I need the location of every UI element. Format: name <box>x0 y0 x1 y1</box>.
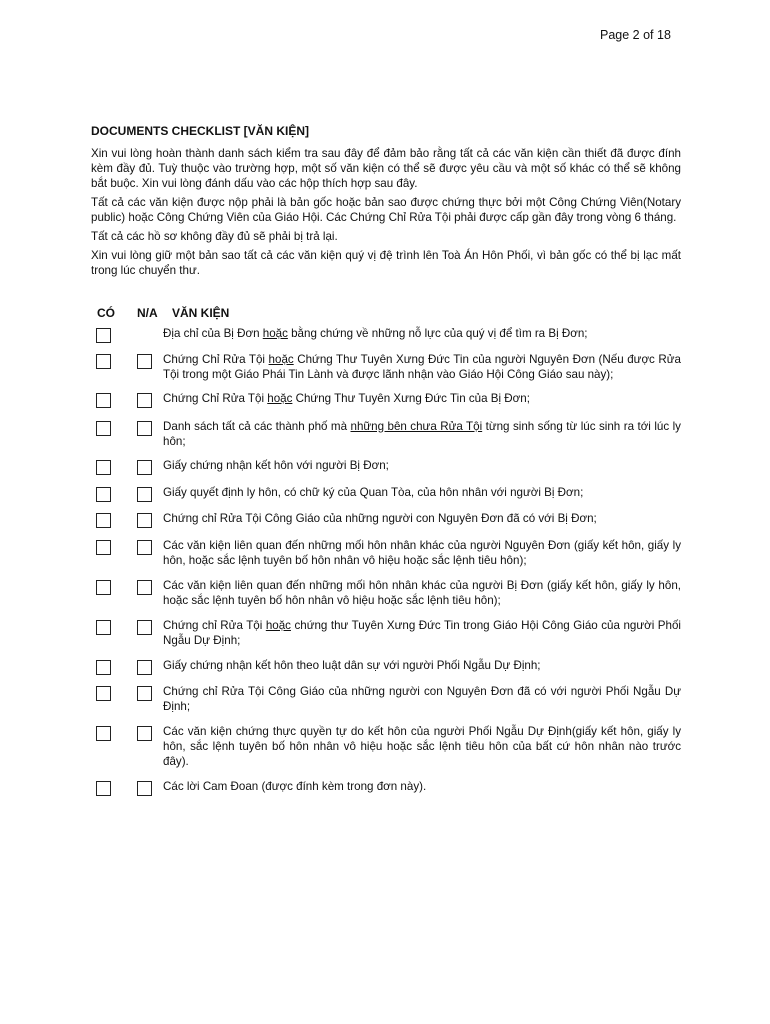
checklist-item <box>91 538 681 568</box>
item-text-part: Chứng Chỉ Rửa Tội <box>163 392 268 405</box>
checklist-item <box>91 458 681 475</box>
co-checkbox[interactable] <box>96 354 111 369</box>
co-checkbox[interactable] <box>96 580 111 595</box>
checklist-item-text <box>163 684 681 714</box>
checklist-header <box>91 306 681 322</box>
checklist-item <box>91 485 681 502</box>
item-text-part: từng sinh sống từ lúc sinh ra tới lúc ly hôn; <box>163 419 681 448</box>
checklist-item <box>91 511 681 528</box>
item-underlined-text: hoặc <box>267 392 293 405</box>
item-text-part: Chứng Chỉ Rửa Tội <box>163 353 269 366</box>
checklist-item-text <box>163 618 681 648</box>
checklist-item-text <box>163 511 681 526</box>
checklist-item <box>91 352 681 382</box>
item-text-part: Địa chỉ của Bị Đơn <box>163 327 263 340</box>
item-text-part: Chứng chỉ Rửa Tội <box>163 618 266 632</box>
checklist-item <box>91 419 681 449</box>
checklist-item <box>91 779 681 796</box>
co-checkbox[interactable] <box>96 460 111 475</box>
co-checkbox[interactable] <box>96 660 111 675</box>
na-checkbox[interactable] <box>137 421 152 436</box>
checklist-item-text <box>163 352 681 382</box>
checklist-item-text <box>163 724 681 769</box>
checklist-item <box>91 578 681 608</box>
intro-paragraph-4: Xin vui lòng giữ một bản sao tất cả các văn kiện quý vị đệ trình lên Toà Án Hôn Phối, vì bản gốc có thể bị lạc mất trong lúc chuyển thư. <box>91 249 681 277</box>
item-text-part: bằng chứng về những nỗ lực của quý vị để tìm ra Bị Đơn; <box>287 327 588 340</box>
item-text-part: Các lời Cam Đoan (được đính kèm trong đơn này). <box>163 779 427 793</box>
checklist-item <box>91 391 681 408</box>
document-title: DOCUMENTS CHECKLIST [VĂN KIỆN] <box>91 124 309 138</box>
checklist-item <box>91 618 681 648</box>
na-checkbox[interactable] <box>137 686 152 701</box>
item-underlined-text: những bên chưa Rửa Tội <box>350 419 483 433</box>
checklist-item <box>91 724 681 769</box>
co-checkbox[interactable] <box>96 686 111 701</box>
item-text-part: Chứng chỉ Rửa Tội Công Giáo của những người con Nguyên Đơn đã có với người Phối Ngẫu Dự Định; <box>163 685 681 713</box>
checklist-item <box>91 684 681 714</box>
item-text-part: Giấy quyết định ly hôn, có chữ ký của Quan Tòa, của hôn nhân với người Bị Đơn; <box>163 485 584 499</box>
checklist-item-text <box>163 485 681 500</box>
checklist-item-text <box>163 391 681 406</box>
co-checkbox[interactable] <box>96 487 111 502</box>
checklist-item-text <box>163 658 681 673</box>
na-checkbox[interactable] <box>137 620 152 635</box>
co-checkbox[interactable] <box>96 781 111 796</box>
na-checkbox[interactable] <box>137 354 152 369</box>
item-text-part: Các văn kiện liên quan đến những mối hôn nhân khác của người Nguyên Đơn (giấy kết hôn, giấy ly hôn, hoặc sắc lệnh tuyên bố hôn nhân vô hiệu hoặc sắc lệnh tiêu hôn); <box>163 538 681 567</box>
item-text-part: Chứng Thư Tuyên Xưng Đức Tin của Bị Đơn; <box>292 392 530 405</box>
intro-paragraph-1: Xin vui lòng hoàn thành danh sách kiểm tra sau đây để đảm bảo rằng tất cả các văn kiện cần thiết đã được đính kèm đầy đủ. Tuỳ thuộc vào trường hợp, một số văn kiện có thể sẽ được yêu cầu và một số khác có thể sẽ không bắt buộc. Xin vui lòng đánh dấu vào các hộp thích hợp sau đây. <box>91 147 681 190</box>
item-text-part: Danh sách tất cả các thành phố mà <box>163 419 351 433</box>
co-checkbox[interactable] <box>96 328 111 343</box>
na-checkbox[interactable] <box>137 460 152 475</box>
na-checkbox[interactable] <box>137 580 152 595</box>
item-text-part: Giấy chứng nhận kết hôn với người Bị Đơn; <box>163 459 389 472</box>
item-text-part: chứng thư Tuyên Xưng Đức Tin trong Giáo Hội Công Giáo của người Phối Ngẫu Dự Định; <box>163 618 681 647</box>
checklist-item <box>91 326 681 343</box>
na-checkbox[interactable] <box>137 660 152 675</box>
item-text-part: Chứng chỉ Rửa Tội Công Giáo của những người con Nguyên Đơn đã có với Bị Đơn; <box>163 512 597 525</box>
co-checkbox[interactable] <box>96 393 111 408</box>
checklist-item-text <box>163 326 681 341</box>
item-text-part: Các văn kiện chứng thực quyền tự do kết hôn của người Phối Ngẫu Dự Định(giấy kết hôn, giấy ly hôn, sắc lệnh tuyên bố hôn nhân vô hiệu hoặc sắc lệnh tiêu hôn của bất cứ hôn nhân nào trước đây). <box>163 725 681 768</box>
item-text-part: Giấy chứng nhận kết hôn theo luật dân sự với người Phối Ngẫu Dự Định; <box>163 658 541 672</box>
checklist-item-text <box>163 538 681 568</box>
checklist-items <box>91 326 681 796</box>
checklist-item-text <box>163 779 681 794</box>
item-underlined-text: hoặc <box>268 353 294 366</box>
intro-paragraph-3: Tất cả các hồ sơ không đầy đủ sẽ phải bị trả lại. <box>91 230 338 243</box>
column-header-co: CÓ <box>97 306 115 320</box>
item-underlined-text: hoặc <box>265 618 291 632</box>
item-underlined-text: hoặc <box>262 327 288 340</box>
checklist-item-text <box>163 419 681 449</box>
document-body <box>91 124 681 796</box>
checklist-item <box>91 658 681 675</box>
na-checkbox[interactable] <box>137 393 152 408</box>
na-checkbox[interactable] <box>137 781 152 796</box>
item-text-part: Chứng Thư Tuyên Xưng Đức Tin của người Nguyên Đơn (Nếu được Rửa Tội trong một Giáo Phái Tin Lành và được lãnh nhận vào Giáo Hội Công Giáo sau này); <box>163 353 681 381</box>
column-header-na: N/A <box>137 306 158 320</box>
item-text-part: Các văn kiện liên quan đến những mối hôn nhân khác của người Bị Đơn (giấy kết hôn, giấy ly hôn, hoặc sắc lệnh tuyên bố hôn nhân vô hiệu hoặc sắc lệnh tiêu hôn); <box>163 578 681 607</box>
na-checkbox[interactable] <box>137 540 152 555</box>
co-checkbox[interactable] <box>96 726 111 741</box>
checklist-item-text <box>163 578 681 608</box>
na-checkbox[interactable] <box>137 487 152 502</box>
co-checkbox[interactable] <box>96 540 111 555</box>
co-checkbox[interactable] <box>96 421 111 436</box>
co-checkbox[interactable] <box>96 513 111 528</box>
intro-paragraph-2: Tất cả các văn kiện được nộp phải là bản gốc hoặc bản sao được chứng thực bởi một Công Chứng Viên(Notary public) hoặc Công Chứng Viên của Giáo Hội. Các Chứng Chỉ Rửa Tội phải được cấp gần đây trong vòng 6 tháng. <box>91 196 681 224</box>
na-checkbox[interactable] <box>137 513 152 528</box>
column-header-document: VĂN KIỆN <box>172 306 230 320</box>
co-checkbox[interactable] <box>96 620 111 635</box>
checklist-item-text <box>163 458 681 473</box>
na-checkbox[interactable] <box>137 726 152 741</box>
page-number: Page 2 of 18 <box>600 28 671 42</box>
